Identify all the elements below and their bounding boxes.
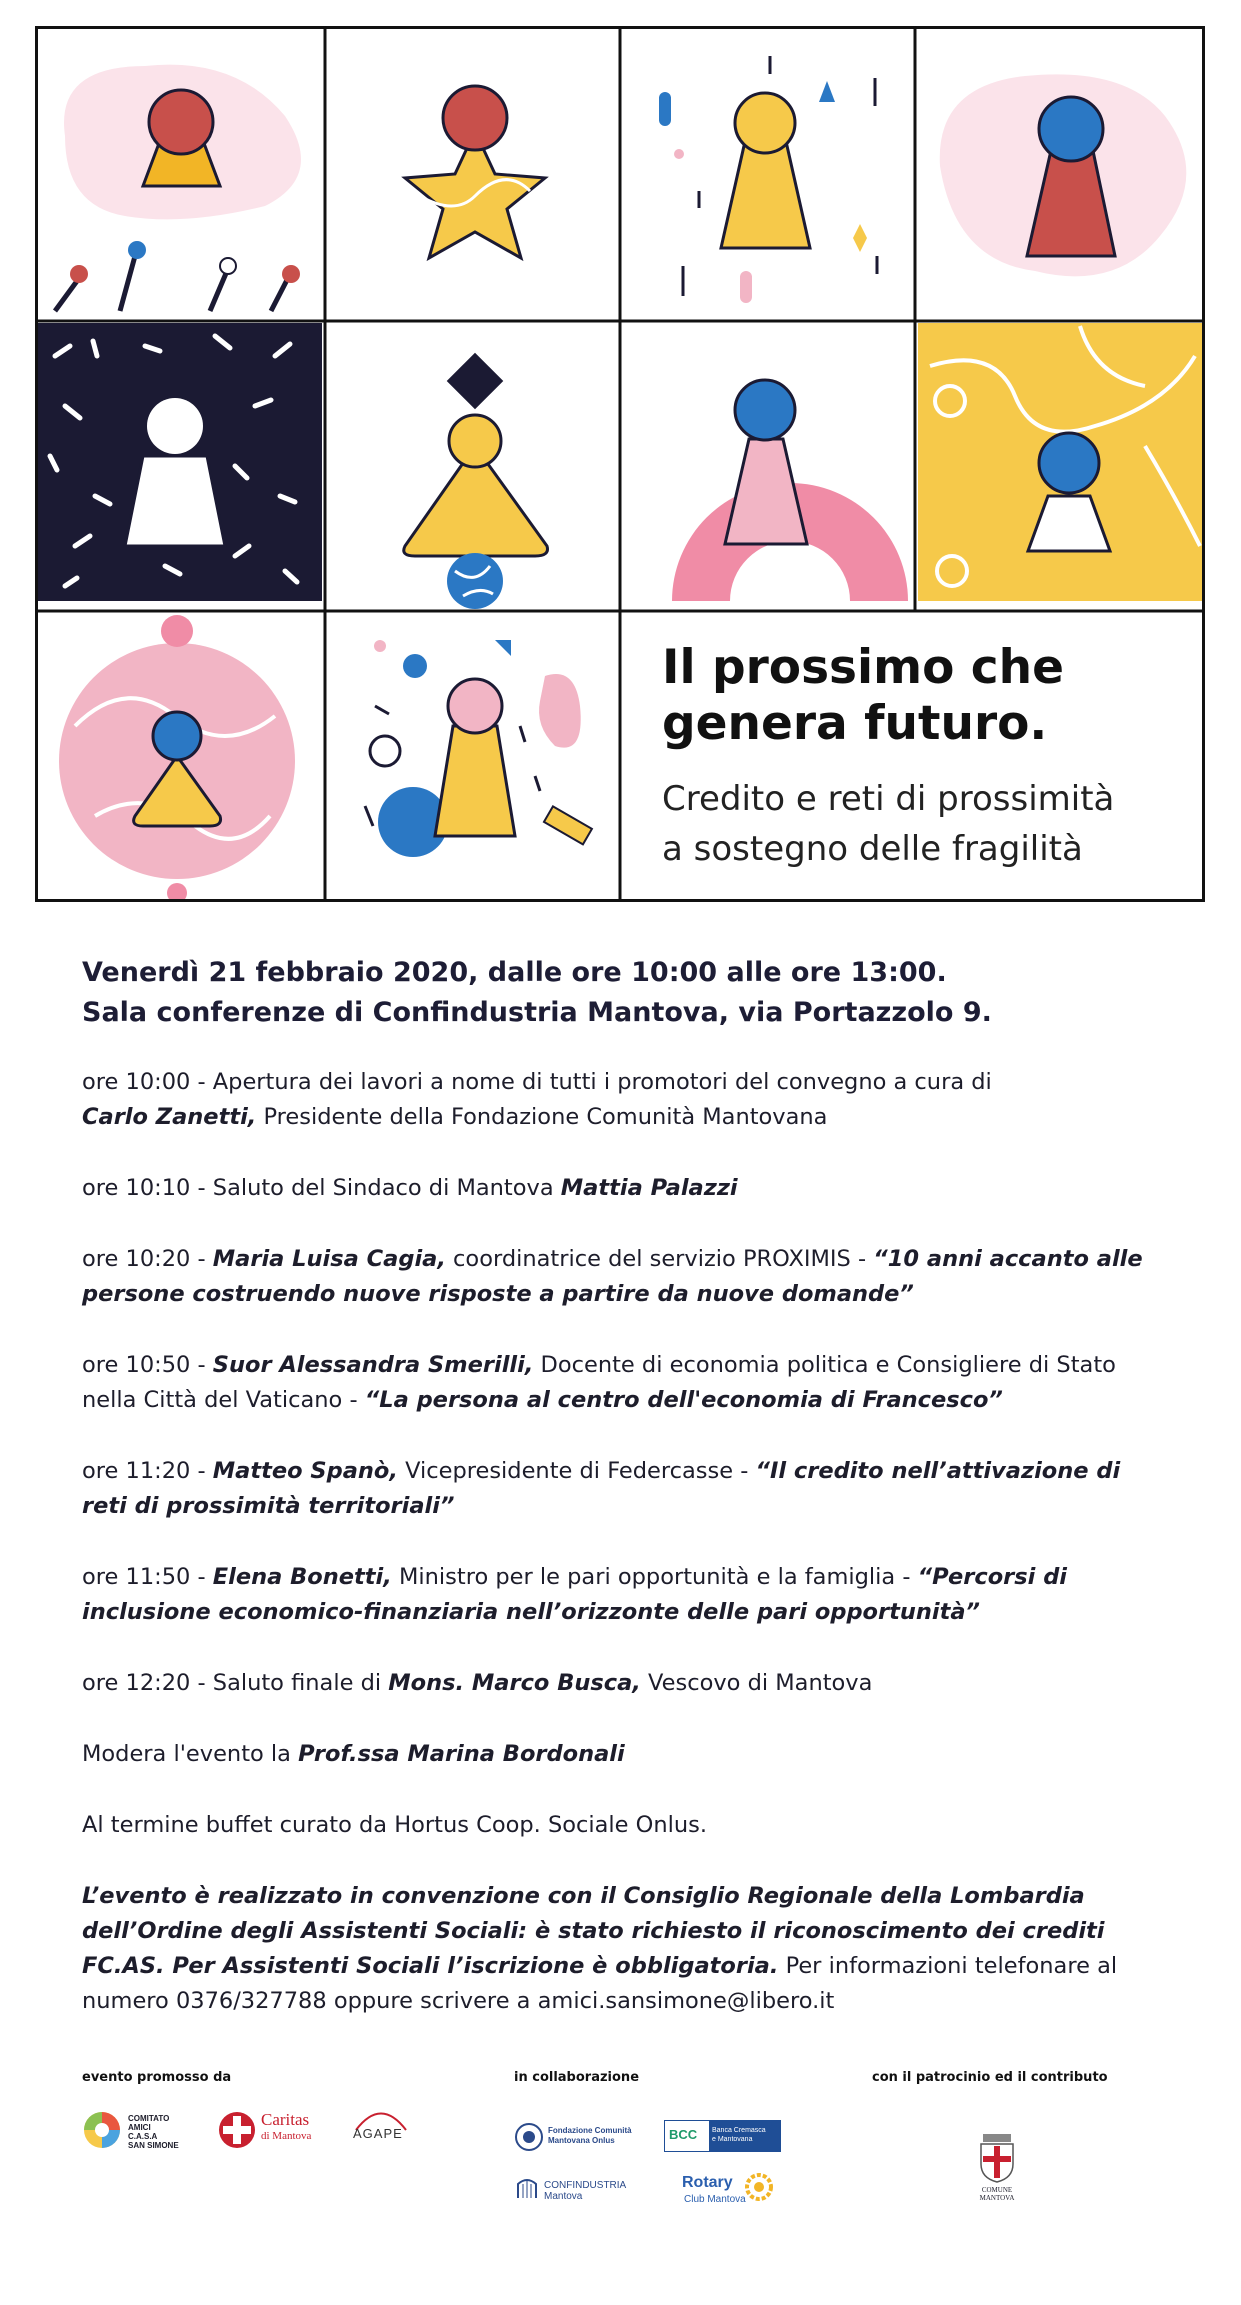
caritas-cross-icon bbox=[217, 2110, 257, 2150]
pink-circle-pawn-illustration bbox=[59, 615, 295, 902]
program-item: ore 12:20 - Saluto finale di Mons. Marco Busca, Vescovo di Mantova bbox=[82, 1670, 873, 1696]
rotary-logo: Rotary Club Mantova bbox=[682, 2170, 782, 2214]
mixed-confetti-pawn-illustration bbox=[365, 640, 592, 857]
subtitle-line-2: a sostegno delle fragilità bbox=[662, 829, 1083, 869]
confindustria-logo: CONFINDUSTRIA Mantova bbox=[514, 2172, 634, 2212]
buffet-line: Al termine buffet curato da Hortus Coop. Sociale Onlus. bbox=[82, 1812, 708, 1838]
subtitle bbox=[662, 774, 1182, 874]
colorful-circle-icon bbox=[82, 2110, 122, 2150]
yellow-field-pawn-illustration bbox=[918, 323, 1202, 601]
star-pawn-illustration bbox=[405, 86, 545, 258]
comune-mantova-logo: COMUNE MANTOVA bbox=[967, 2132, 1027, 2212]
title-line-2: genera futuro. bbox=[662, 696, 1048, 751]
subtitle-line-1: Credito e reti di prossimità bbox=[662, 779, 1115, 819]
event-details bbox=[82, 953, 1172, 2019]
moderator-line: Modera l'evento la Prof.ssa Marina Bordonali bbox=[82, 1741, 625, 1767]
program-item: ore 10:50 - Suor Alessandra Smerilli, Docente di economia politica e Consigliere di Stato nella Città del Vaticano - “La persona al centro dell'economia di Francesco” bbox=[82, 1352, 1116, 1413]
program-item: ore 11:50 - Elena Bonetti, Ministro per le pari opportunità e la famiglia - “Percorsi di inclusione economico-finanziaria nell’orizzonte delle pari opportunità” bbox=[82, 1564, 1068, 1625]
collab-label: in collaborazione bbox=[514, 2070, 640, 2085]
program-item: ore 10:10 - Saluto del Sindaco di Mantova Mattia Palazzi bbox=[82, 1175, 738, 1201]
title-block bbox=[662, 640, 1182, 874]
fondazione-emblem-icon bbox=[514, 2122, 544, 2152]
patronage-label: con il patrocinio ed il contributo bbox=[872, 2070, 1108, 2085]
triangle-pawn-illustration bbox=[404, 353, 548, 609]
city-crest-icon bbox=[975, 2132, 1019, 2184]
date-line: Venerdì 21 febbraio 2020, dalle ore 10:00 alle ore 13:00. bbox=[82, 957, 947, 988]
venue-line: Sala conferenze di Confindustria Mantova, via Portazzolo 9. bbox=[82, 997, 992, 1028]
title-line-1: Il prossimo che bbox=[662, 640, 1064, 695]
agape-logo: AGAPE bbox=[347, 2102, 417, 2158]
pawn-flowers-illustration bbox=[55, 65, 301, 311]
program-item: ore 10:00 - Apertura dei lavori a nome di tutti i promotori del convegno a cura di Carlo Zanetti, Presidente della Fondazione Comunità Mantovana bbox=[82, 1069, 992, 1130]
red-pawn-illustration bbox=[940, 74, 1187, 276]
rotary-wheel-icon bbox=[744, 2172, 774, 2202]
confindustria-emblem-icon bbox=[514, 2176, 540, 2202]
dark-confetti-illustration bbox=[38, 323, 322, 601]
caritas-logo: Caritas di Mantova bbox=[217, 2108, 327, 2152]
confetti-pawn-illustration bbox=[659, 56, 877, 303]
casa-san-simone-logo: COMITATO AMICI C.A.S.A SAN SIMONE bbox=[82, 2108, 192, 2152]
program-item: ore 10:20 - Maria Luisa Cagia, coordinatrice del servizio PROXIMIS - “10 anni accanto alle persone costruendo nuove risposte a partire da nuove domande” bbox=[82, 1246, 1143, 1307]
promoted-label: evento promosso da bbox=[82, 2070, 232, 2085]
fondazione-comunita-logo: Fondazione Comunità Mantovana Onlus bbox=[514, 2120, 644, 2154]
bcc-logo: BCC Banca Cremasca e Mantovana bbox=[664, 2120, 781, 2152]
sponsors-footer bbox=[82, 2070, 1182, 2270]
pink-ring-pawn-illustration bbox=[672, 380, 908, 601]
notice: L’evento è realizzato in convenzione con il Consiglio Regionale della Lombardia dell’Ordine degli Assistenti Sociali: è stato richiesto il riconoscimento dei crediti FC.AS. Per Assistenti Sociali l’iscrizione è obbligatoria. Per informazioni telefonare al numero 0376/327788 oppure scrivere a amici.sansimone@libero.it bbox=[82, 1883, 1118, 2014]
program-item: ore 11:20 - Matteo Spanò, Vicepresidente di Federcasse - “Il credito nell’attivazione di reti di prossimità territoriali” bbox=[82, 1458, 1121, 1519]
